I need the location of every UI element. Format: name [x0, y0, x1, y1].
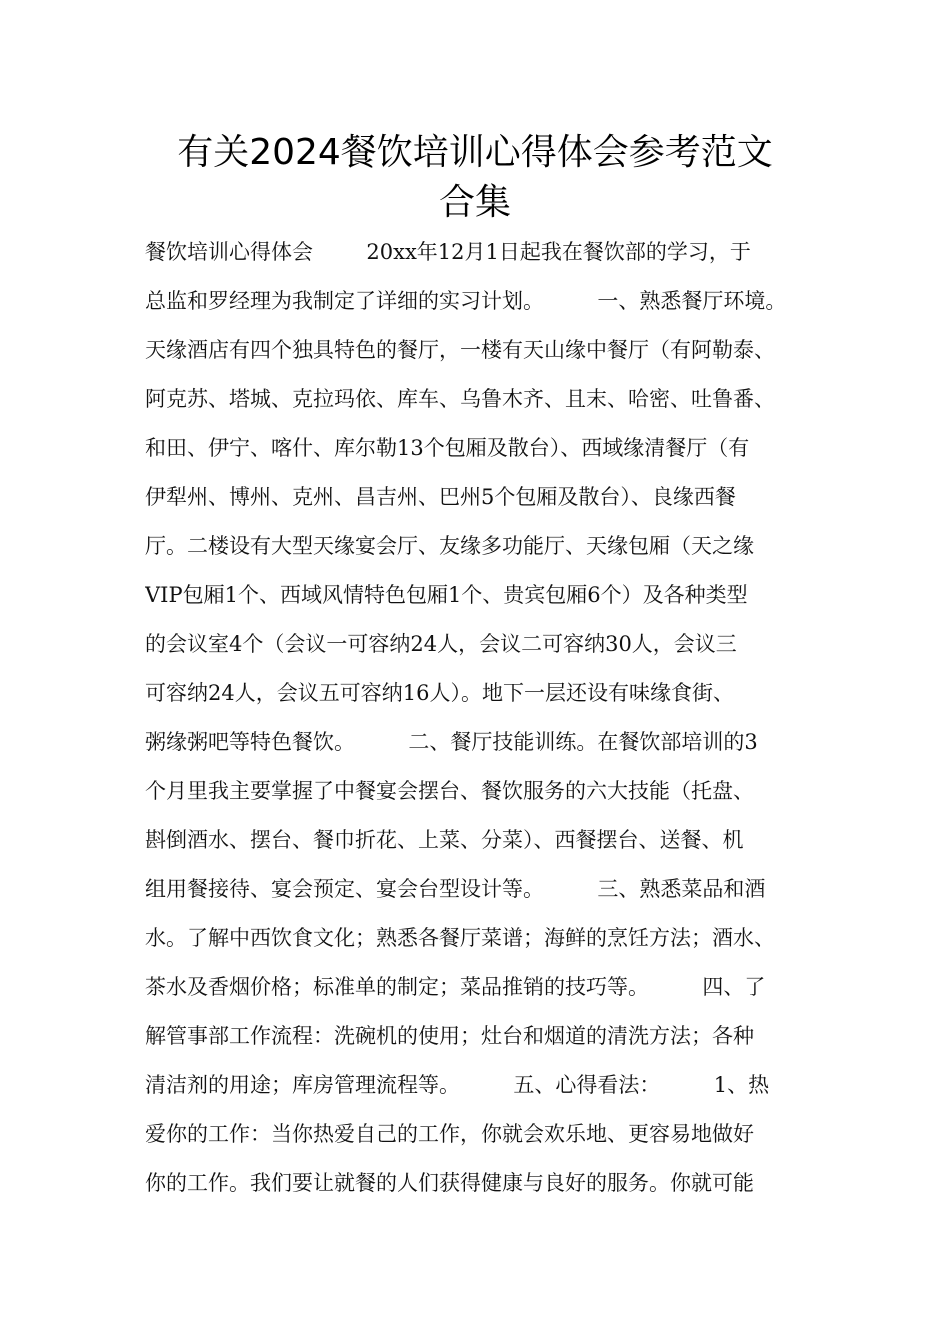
body-line: 水。了解中西饮食文化；熟悉各餐厅菜谱；海鲜的烹饪方法；酒水、	[145, 926, 775, 950]
document-title	[100, 128, 850, 228]
body-line: 阿克苏、塔城、克拉玛依、库车、乌鲁木齐、且末、哈密、吐鲁番、	[145, 387, 775, 411]
body-line: 个月里我主要掌握了中餐宴会摆台、餐饮服务的六大技能（托盘、	[145, 779, 754, 803]
title-line-2: 合集	[438, 182, 511, 223]
body-line: 和田、伊宁、喀什、库尔勒13个包厢及散台）、西域缘清餐厅（有	[145, 436, 750, 460]
body-line: 解管事部工作流程：洗碗机的使用；灶台和烟道的清洗方法；各种	[145, 1024, 754, 1048]
body-line: 厅。二楼设有大型天缘宴会厅、友缘多功能厅、天缘包厢（天之缘	[145, 534, 754, 558]
body-line: 清洁剂的用途；库房管理流程等。 五、心得看法： 1、热	[145, 1073, 770, 1097]
body-line: 茶水及香烟价格；标准单的制定；菜品推销的技巧等。 四、了	[145, 975, 766, 999]
body-line: 的会议室4个（会议一可容纳24人，会议二可容纳30人，会议三	[145, 632, 737, 656]
title-line-1: 有关2024餐饮培训心得体会参考范文	[177, 132, 773, 173]
body-line: 伊犁州、博州、克州、昌吉州、巴州5个包厢及散台）、良缘西餐	[145, 485, 736, 509]
body-line: 斟倒酒水、摆台、餐巾折花、上菜、分菜）、西餐摆台、送餐、机	[145, 828, 744, 852]
body-line: 爱你的工作：当你热爱自己的工作，你就会欢乐地、更容易地做好	[145, 1122, 754, 1146]
document-body	[145, 232, 825, 1212]
body-line: 总监和罗经理为我制定了详细的实习计划。 一、熟悉餐厅环境。	[145, 289, 787, 313]
body-line: 你的工作。我们要让就餐的人们获得健康与良好的服务。你就可能	[145, 1171, 754, 1195]
body-line: 餐饮培训心得体会 20xx年12月1日起我在餐饮部的学习，于	[145, 240, 751, 264]
body-line: 粥缘粥吧等特色餐饮。 二、餐厅技能训练。在餐饮部培训的3	[145, 730, 758, 754]
body-line: 可容纳24人，会议五可容纳16人）。地下一层还设有味缘食街、	[145, 681, 734, 705]
body-line: 组用餐接待、宴会预定、宴会台型设计等。 三、熟悉菜品和酒	[145, 877, 766, 901]
body-line: VIP包厢1个、西域风情特色包厢1个、贵宾包厢6个）及各种类型	[145, 583, 748, 607]
body-line: 天缘酒店有四个独具特色的餐厅，一楼有天山缘中餐厅（有阿勒泰、	[145, 338, 775, 362]
